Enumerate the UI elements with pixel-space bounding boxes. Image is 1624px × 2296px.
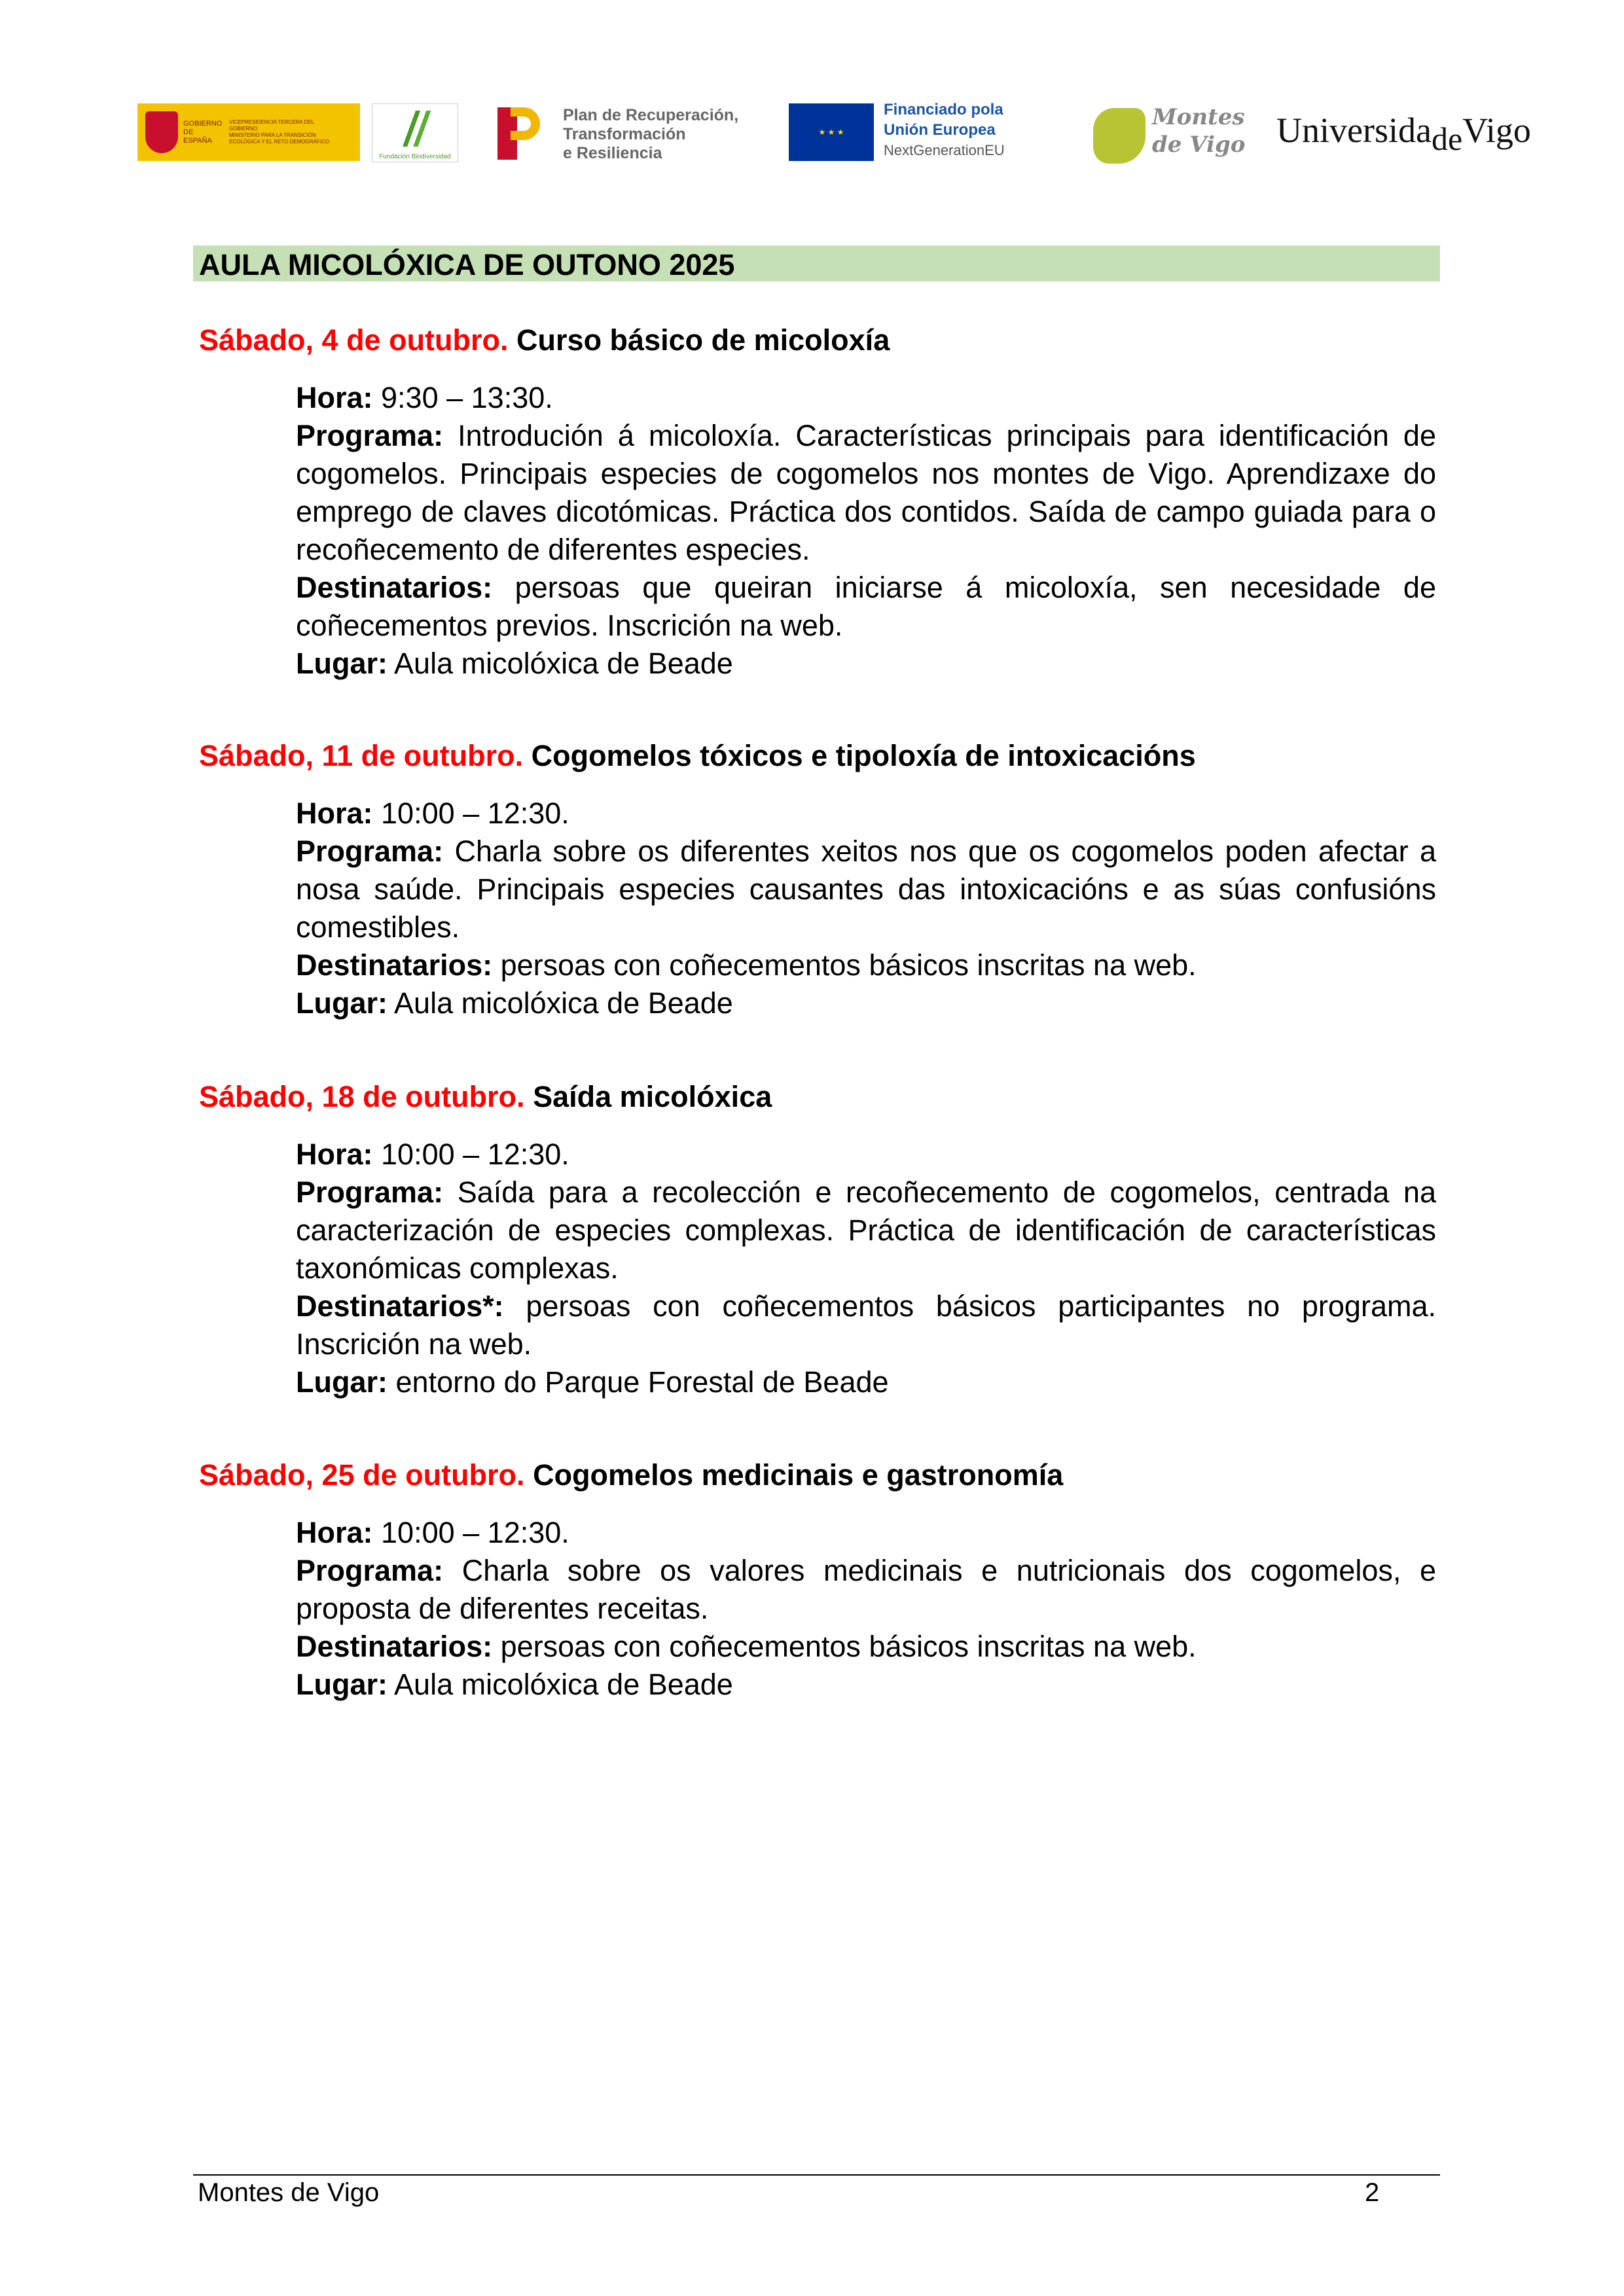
destinatarios-line <box>296 946 1436 984</box>
destinatarios-label: Destinatarios: <box>296 948 493 982</box>
lugar-line <box>296 645 1436 683</box>
gobierno-text: GOBIERNO DE ESPAÑA <box>183 119 223 145</box>
event-date: Sábado, 4 de outubro. <box>199 323 509 357</box>
lugar-label: Lugar: <box>296 986 388 1020</box>
hora-value: 10:00 – 12:30. <box>381 1516 569 1549</box>
ministerio-text: VICEPRESIDENCIA TERCERA DEL GOBIERNO MINISTERIO PARA LA TRANSICIÓN ECOLÓGICA Y EL RETO DEMOGRÁFICO <box>229 119 330 145</box>
hora-value: 10:00 – 12:30. <box>381 1138 569 1171</box>
destinatarios-line <box>296 1287 1436 1363</box>
event-date: Sábado, 18 de outubro. <box>199 1080 525 1113</box>
footer-text: Montes de Vigo <box>198 2178 380 2207</box>
lugar-value: entorno do Parque Forestal de Beade <box>395 1365 889 1399</box>
programa-line <box>296 1552 1436 1628</box>
lugar-line <box>296 984 1436 1022</box>
eu-flag-icon: ★ ★ ★ <box>789 103 874 161</box>
destinatarios-value: persoas que queiran iniciarse á micoloxía, sen necesidade de coñecementos previos. Inscrición na web. <box>296 571 1436 642</box>
grass-icon <box>392 111 438 147</box>
event-date: Sábado, 11 de outubro. <box>199 739 524 772</box>
montes-text: Montes de Vigo <box>1152 104 1246 158</box>
programa-value: Charla sobre os diferentes xeitos nos que os cogomelos poden afectar a nosa saúde. Principais especies causantes das intoxicacións e as súas confusións comestibles. <box>296 834 1436 944</box>
programa-label: Programa: <box>296 1554 444 1587</box>
programa-value: Charla sobre os valores medicinais e nutricionais dos cogomelos, e proposta de diferentes receitas. <box>296 1554 1436 1625</box>
event-heading <box>199 1078 1436 1116</box>
montes-shape-icon <box>1093 108 1146 164</box>
event-heading <box>199 321 1436 359</box>
destinatarios-line <box>296 569 1436 645</box>
lugar-value: Aula micolóxica de Beade <box>394 647 733 680</box>
hora-line <box>296 379 1436 417</box>
page-title-bar <box>193 245 1440 281</box>
page-number: 2 <box>1365 2178 1380 2207</box>
event-name: Cogomelos medicinais e gastronomía <box>533 1458 1064 1492</box>
event-name: Cogomelos tóxicos e tipoloxía de intoxicacións <box>531 739 1196 772</box>
tr-mark-r <box>511 107 540 140</box>
event-heading <box>199 737 1436 775</box>
programa-line <box>296 417 1436 569</box>
eu-funding-text: Financiado pola Unión Europea NextGenerationEU <box>884 101 1005 158</box>
header-logos <box>137 98 1531 170</box>
lugar-line <box>296 1666 1436 1704</box>
hora-label: Hora: <box>296 1516 373 1549</box>
montes-de-vigo-logo <box>1087 98 1257 170</box>
lugar-label: Lugar: <box>296 647 388 680</box>
gobierno-espana-logo <box>137 103 360 161</box>
prtr-text: Plan de Recuperación, Transformación e Resiliencia <box>563 106 739 162</box>
universidade-vigo-logo: Universida$_{de}$Vigo <box>1276 111 1531 157</box>
page-title: AULA MICOLÓXICA DE OUTONO 2025 <box>199 248 735 281</box>
programa-label: Programa: <box>296 419 444 452</box>
programa-value: Saída para a recolección e recoñecemento de cogomelos, centrada na caracterización de especies complexas. Práctica de identificación de características taxonómicas complexas. <box>296 1175 1436 1285</box>
event-details <box>296 379 1436 683</box>
hora-value: 10:00 – 12:30. <box>381 797 569 830</box>
programa-label: Programa: <box>296 834 444 868</box>
event-section <box>199 1078 1436 1401</box>
hora-label: Hora: <box>296 1138 373 1171</box>
lugar-label: Lugar: <box>296 1668 388 1701</box>
hora-value: 9:30 – 13:30. <box>381 381 553 414</box>
programa-line <box>296 833 1436 946</box>
hora-line <box>296 1136 1436 1174</box>
lugar-value: Aula micolóxica de Beade <box>394 986 733 1020</box>
destinatarios-line <box>296 1628 1436 1666</box>
event-name: Saída micolóxica <box>533 1080 772 1113</box>
prtr-logo <box>484 101 759 166</box>
lugar-value: Aula micolóxica de Beade <box>394 1668 733 1701</box>
fundacion-biodiversidad-logo <box>372 103 458 162</box>
hora-line <box>296 1514 1436 1552</box>
event-date: Sábado, 25 de outubro. <box>199 1458 525 1492</box>
event-section <box>199 321 1436 683</box>
event-section <box>199 1456 1436 1704</box>
hora-label: Hora: <box>296 797 373 830</box>
programa-label: Programa: <box>296 1175 444 1209</box>
footer-divider <box>193 2174 1440 2176</box>
destinatarios-label: Destinatarios*: <box>296 1289 504 1323</box>
event-heading <box>199 1456 1436 1494</box>
fundacion-text: Fundación Biodiversidad <box>379 153 451 160</box>
event-section <box>199 737 1436 1022</box>
destinatarios-label: Destinatarios: <box>296 571 493 604</box>
lugar-label: Lugar: <box>296 1365 388 1399</box>
destinatarios-label: Destinatarios: <box>296 1630 493 1663</box>
event-details <box>296 1136 1436 1401</box>
event-details <box>296 1514 1436 1704</box>
destinatarios-value: persoas con coñecementos básicos inscritas na web. <box>500 948 1197 982</box>
programa-line <box>296 1174 1436 1287</box>
destinatarios-value: persoas con coñecementos básicos inscritas na web. <box>500 1630 1197 1663</box>
hora-line <box>296 795 1436 833</box>
event-details <box>296 795 1436 1022</box>
programa-value: Introdución á micoloxía. Características principais para identificación de cogomelos. Principais especies de cogomelos nos montes de Vigo. Aprendizaxe do emprego de claves dicotómicas. Práctica dos contidos. Saída de campo guiada para o recoñecemento de diferentes especies. <box>296 419 1436 566</box>
coat-of-arms-icon <box>145 111 178 153</box>
lugar-line <box>296 1363 1436 1401</box>
destinatarios-value: persoas con coñecementos básicos participantes no programa. Inscrición na web. <box>296 1289 1436 1361</box>
hora-label: Hora: <box>296 381 373 414</box>
event-name: Curso básico de micoloxía <box>516 323 890 357</box>
